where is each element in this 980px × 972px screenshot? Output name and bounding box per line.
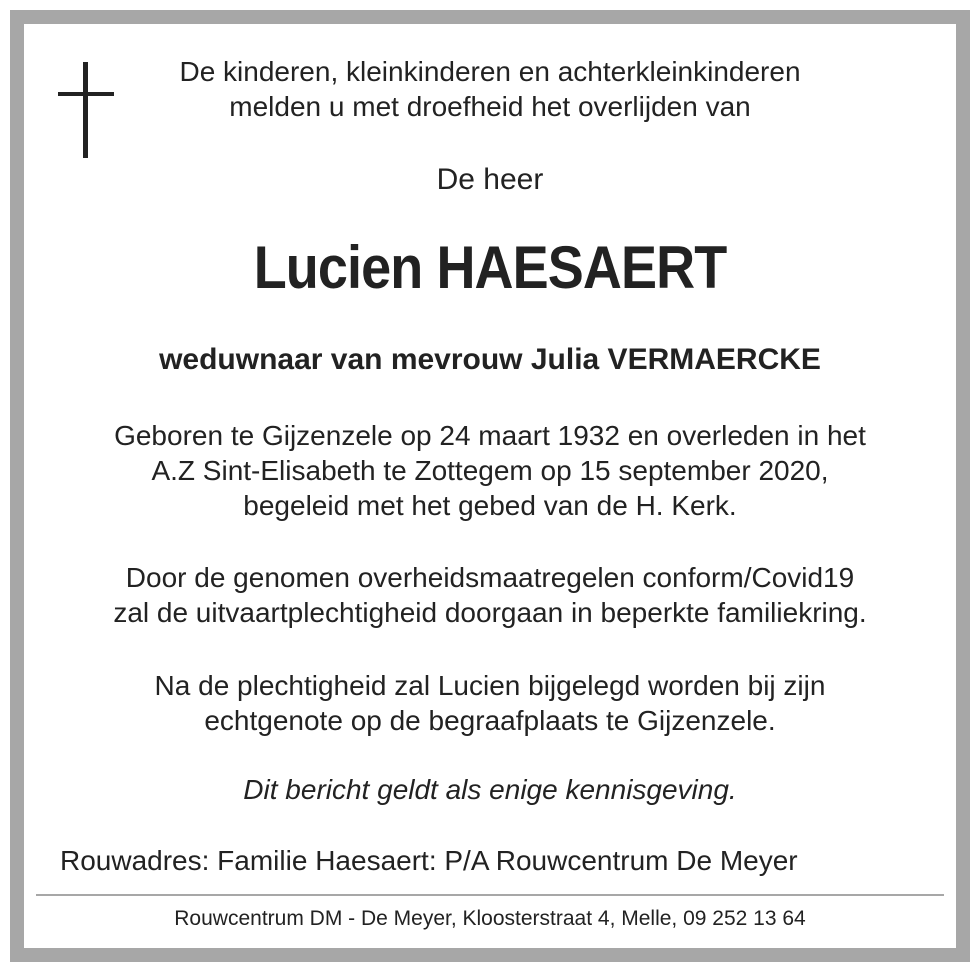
- birth-death-paragraph: Geboren te Gijzenzele op 24 maart 1932 en overleden in het A.Z Sint-Elisabeth te Zottegem op 15 september 2020, begeleid met het gebed van de H. Kerk.: [114, 420, 866, 521]
- funeral-home-footer: Rouwcentrum DM - De Meyer, Kloosterstraat 4, Melle, 09 252 13 64: [174, 907, 806, 930]
- intro-text: De kinderen, kleinkinderen en achterkleinkinderen melden u met droefheid het overlijden van: [179, 56, 801, 122]
- notice-text: Dit bericht geldt als enige kennisgeving.: [243, 774, 737, 805]
- salutation: De heer: [436, 163, 544, 196]
- divider: [36, 894, 944, 896]
- covid-paragraph: Door de genomen overheidsmaatregelen conform/Covid19 zal de uitvaartplechtigheid doorgaan in beperkte familiekring.: [113, 562, 867, 628]
- mourning-address: Rouwadres: Familie Haesaert: P/A Rouwcentrum De Meyer: [60, 845, 798, 876]
- burial-paragraph: Na de plechtigheid zal Lucien bijgelegd worden bij zijn echtgenote op de begraafplaats te Gijzenzele.: [154, 670, 826, 736]
- deceased-name: Lucien HAESAERT: [253, 234, 727, 301]
- widower-line: weduwnaar van mevrouw Julia VERMAERCKE: [159, 343, 821, 376]
